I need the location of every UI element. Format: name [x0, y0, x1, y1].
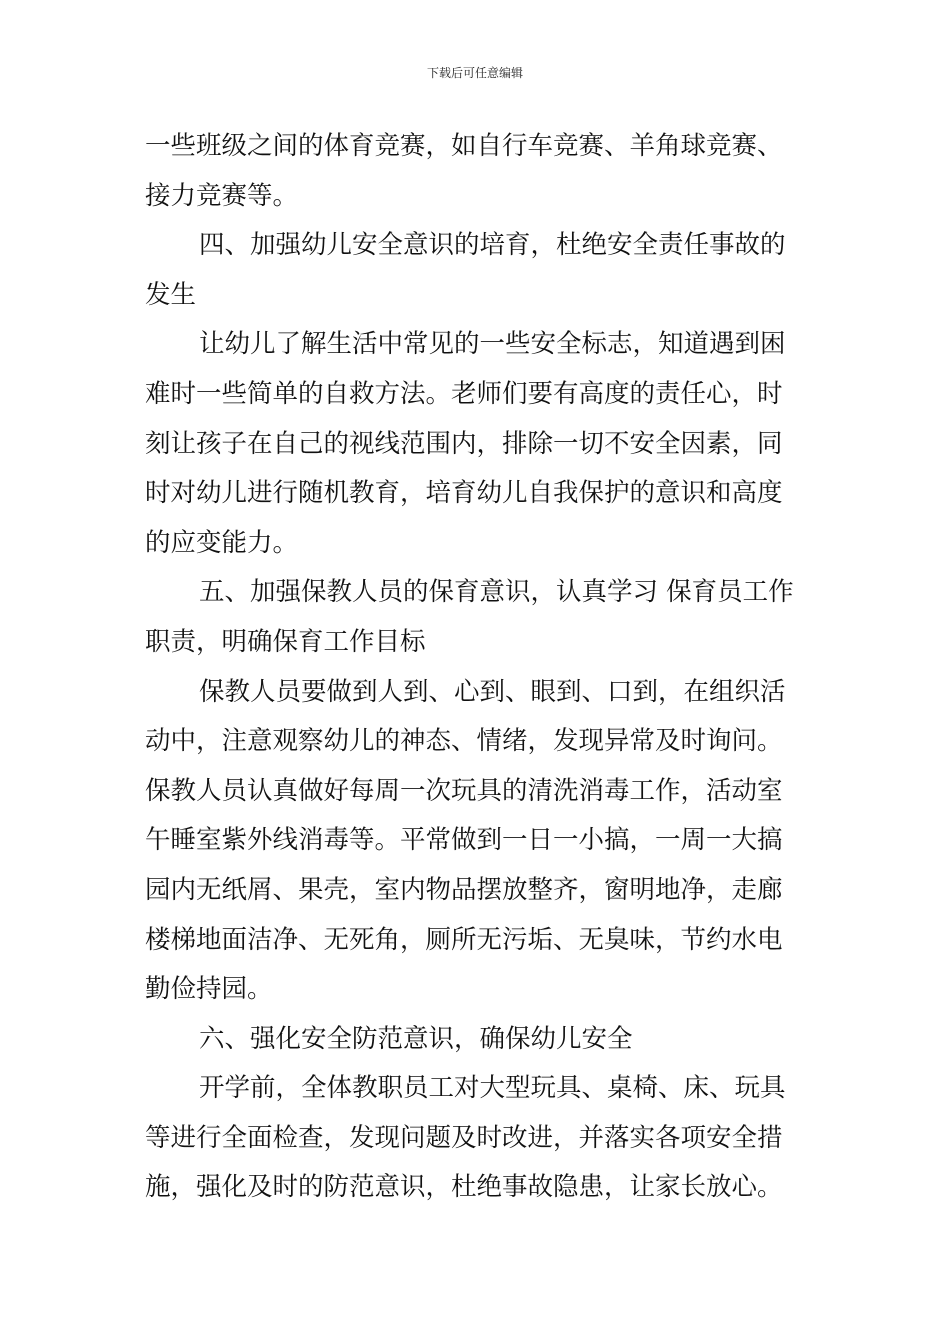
- text-line: 园内无纸屑、果壳，室内物品摆放整齐，窗明地净，走廊: [145, 874, 783, 905]
- section-heading-continued: 发生: [145, 279, 197, 310]
- text-line: 的应变能力。: [145, 527, 299, 558]
- text-line: 刻让孩子在自己的视线范围内，排除一切不安全因素，同: [145, 428, 783, 459]
- document-body: [145, 122, 807, 1213]
- text-line: 动中，注意观察幼儿的神态、情绪，发现异常及时询问。: [145, 726, 783, 757]
- text-line: 勤俭持园。: [145, 974, 273, 1005]
- section-heading: 五、加强保教人员的保育意识，认真学习 保育员工作: [199, 577, 794, 608]
- text-line: 楼梯地面洁净、无死角，厕所无污垢、无臭味，节约水电: [145, 924, 783, 955]
- text-line: 开学前，全体教职员工对大型玩具、桌椅、床、玩具: [199, 1073, 786, 1104]
- text-line: 等进行全面检查，发现问题及时改进，并落实各项安全措: [145, 1122, 783, 1153]
- page-header: 下载后可任意编辑: [426, 66, 523, 80]
- text-line: 施，强化及时的防范意识，杜绝事故隐患，让家长放心。: [145, 1172, 783, 1203]
- text-line: 一些班级之间的体育竞赛，如自行车竞赛、羊角球竞赛、: [145, 131, 783, 161]
- section-heading-continued: 职责，明确保育工作目标: [145, 626, 426, 657]
- text-line: 让幼儿了解生活中常见的一些安全标志，知道遇到困: [199, 329, 786, 360]
- section-heading: 四、加强幼儿安全意识的培育，杜绝安全责任事故的: [199, 230, 786, 261]
- text-line: 保教人员认真做好每周一次玩具的清洗消毒工作，活动室: [145, 775, 783, 806]
- section-heading: 六、强化安全防范意识，确保幼儿安全: [199, 1023, 633, 1054]
- text-line: 午睡室紫外线消毒等。平常做到一日一小搞，一周一大搞: [145, 825, 783, 856]
- text-line: 接力竞赛等。: [145, 180, 299, 211]
- text-line: 保教人员要做到人到、心到、眼到、口到，在组织活: [199, 676, 786, 707]
- text-line: 难时一些简单的自救方法。老师们要有高度的责任心，时: [145, 378, 783, 409]
- text-line: 时对幼儿进行随机教育，培育幼儿自我保护的意识和高度: [145, 478, 783, 509]
